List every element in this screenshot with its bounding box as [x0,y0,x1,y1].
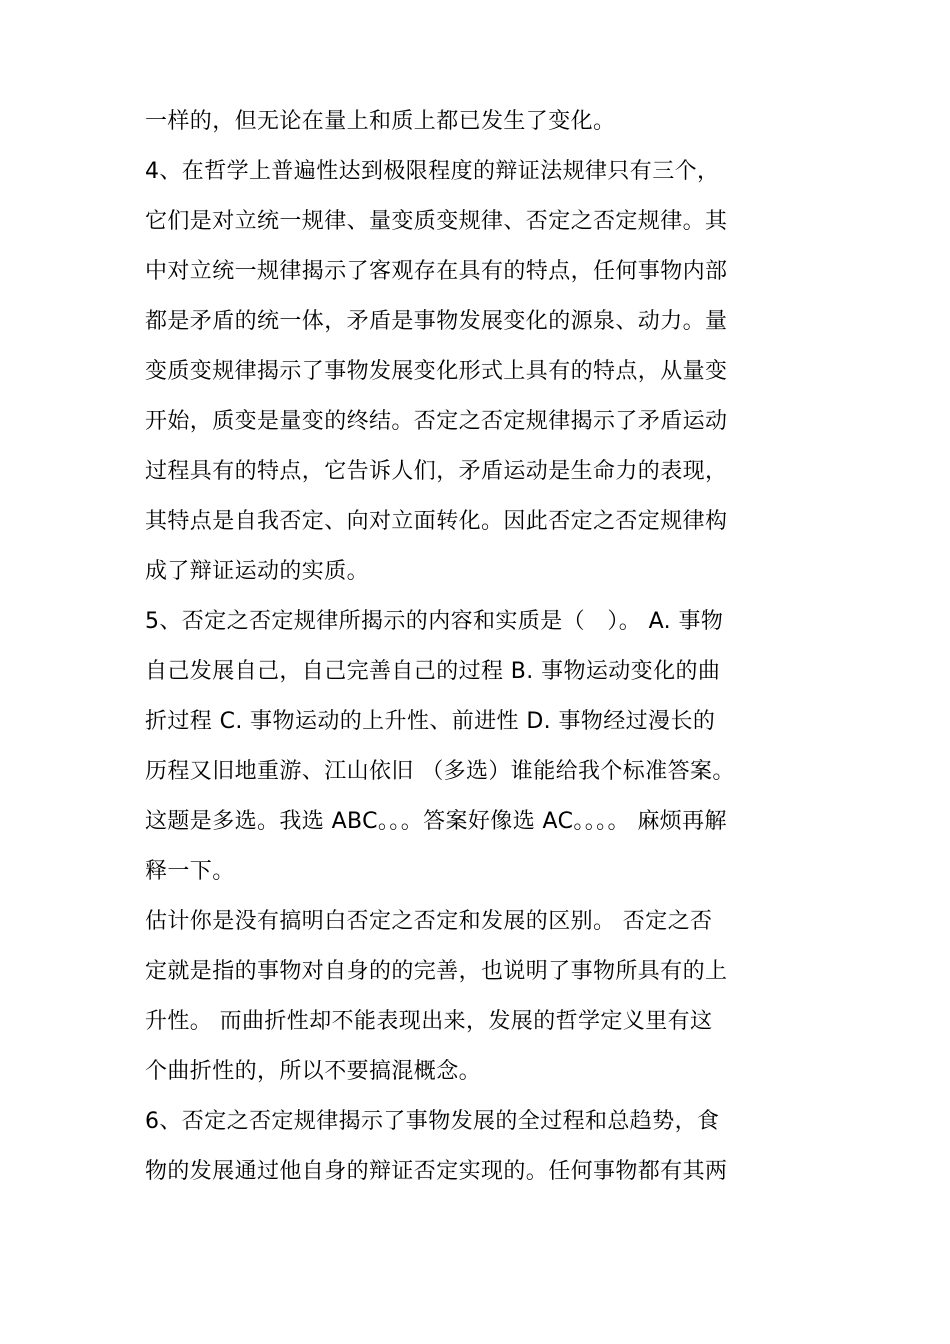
text-line: 都是矛盾的统一体，矛盾是事物发展变化的源泉、动力。量 [145,309,728,334]
text-line: 这题是多选。我选 ABC。。。答案好像选 AC。。。。 麻烦再解 [145,809,727,834]
text-line: 一样的，但无论在量上和质上都已发生了变化。 [145,109,616,134]
text-line: 5、否定之否定规律所揭示的内容和实质是（ ）。 A. 事物 [145,609,724,634]
document-body [145,97,825,1197]
text-line: 历程又旧地重游、江山依旧 （多选）谁能给我个标准答案。 [145,759,735,784]
text-line: 物的发展通过他自身的辩证否定实现的。任何事物都有其两 [145,1159,728,1184]
text-line: 释一下。 [145,859,235,884]
text-line: 变质变规律揭示了事物发展变化形式上具有的特点，从量变 [145,359,728,384]
text-line: 折过程 C. 事物运动的上升性、前进性 D. 事物经过漫长的 [145,709,716,734]
text-line: 开始，质变是量变的终结。否定之否定规律揭示了矛盾运动 [145,409,728,434]
text-line: 4、在哲学上普遍性达到极限程度的辩证法规律只有三个， [145,159,720,184]
text-line: 成了辩证运动的实质。 [145,559,370,584]
text-line: 定就是指的事物对自身的的完善，也说明了事物所具有的上 [145,959,728,984]
text-line: 6、否定之否定规律揭示了事物发展的全过程和总趋势，食 [145,1109,720,1134]
text-line: 升性。 而曲折性却不能表现出来，发展的哲学定义里有这 [145,1009,713,1034]
text-line: 它们是对立统一规律、量变质变规律、否定之否定规律。其 [145,209,728,234]
text-line: 其特点是自我否定、向对立面转化。因此否定之否定规律构 [145,509,728,534]
text-line: 中对立统一规律揭示了客观存在具有的特点，任何事物内部 [145,259,728,284]
text-line: 自己发展自己，自己完善自己的过程 B. 事物运动变化的曲 [145,659,721,684]
text-line: 估计你是没有搞明白否定之否定和发展的区别。 否定之否 [145,909,713,934]
text-line: 个曲折性的，所以不要搞混概念。 [145,1059,482,1084]
text-line: 过程具有的特点，它告诉人们，矛盾运动是生命力的表现， [145,459,728,484]
